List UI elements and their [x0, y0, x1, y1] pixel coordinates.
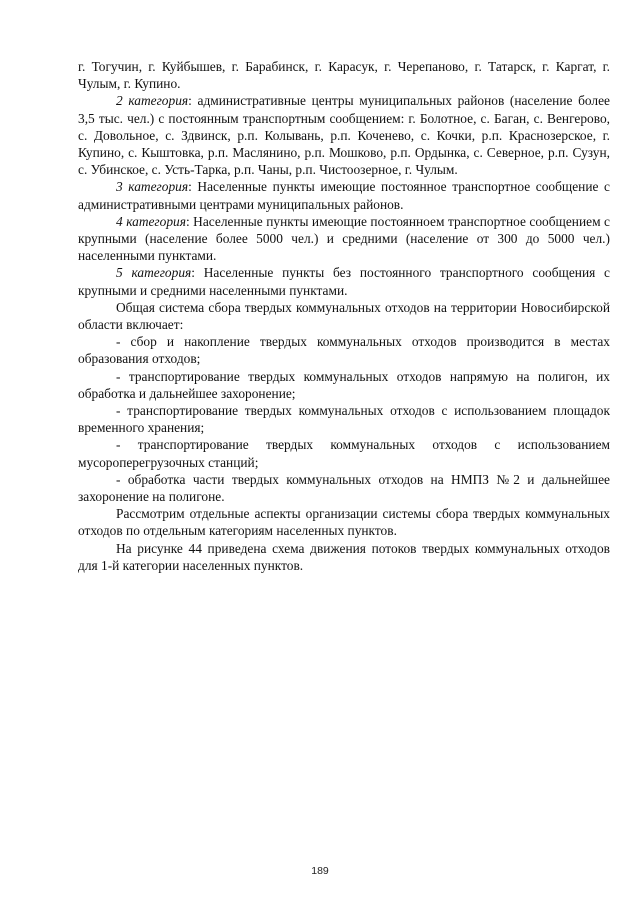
- list-item: [78, 368, 610, 402]
- list-item-text: - транспортирование твердых коммунальных отходов напрямую на полигон, их обработка и дальнейшее захоронение;: [78, 368, 610, 401]
- paragraph-text: г. Тогучин, г. Куйбышев, г. Барабинск, г. Карасук, г. Черепаново, г. Татарск, г. Каргат, г. Чулым, г. Купино.: [78, 59, 610, 92]
- paragraph-category-5: [78, 264, 610, 298]
- paragraph-text: Общая система сбора твердых коммунальных отходов на территории Новосибирской области включает:: [78, 299, 610, 333]
- list-item-text: - транспортирование твердых коммунальных отходов с использованием площадок временного хранения;: [78, 403, 610, 436]
- paragraph-category-3: [78, 178, 610, 212]
- paragraph-text: : Населенные пункты без постоянного транспортного сообщения с крупными и средними населенными пунктами.: [78, 265, 610, 298]
- list-item-text: - обработка части твердых коммунальных отходов на НМПЗ №2 и дальнейшее захоронение на полигоне.: [78, 471, 610, 505]
- paragraph-text: : Населенные пункты имеющие постоянноем транспортное сообщением с крупными (население более 5000 чел.) и средними (население от 300 до 5000 чел.) населенными пунктами.: [78, 213, 610, 264]
- category-label: 2 категория: [116, 93, 189, 109]
- list-item-text: - сбор и накопление твердых коммунальных отходов производится в местах образования отходов;: [78, 334, 610, 367]
- paragraph-text: Рассмотрим отдельные аспекты организации системы сбора твердых коммунальных отходов по отдельным категориям населенных пунктов.: [78, 506, 610, 539]
- paragraph-text: : административные центры муниципальных районов (население более 3,5 тыс. чел.) с постоянным транспортным сообщением: г. Болотное, с. Баган, с. Венгерово, с. Довольное, с. Здвинск, р.п. Колывань, р.п. Коченево, с. Кочки, р.п. Краснозерское, г. Купино, с. Кыштовка, р.п. Маслянино, р.п. Мошково, р.п. Ордынка, с. Северное, р.п. Сузун, с. Убинское, с. Усть-Тарка, р.п. Чаны, р.п. Чистоозерное, г. Чулым.: [78, 93, 610, 178]
- paragraph-category-2: [78, 92, 610, 178]
- paragraph-text: На рисунке 44 приведена схема движения потоков твердых коммунальных отходов для 1-й категории населенных пунктов.: [78, 540, 610, 573]
- paragraph-text: : Населенные пункты имеющие постоянное транспортное сообщение с административными центрами муниципальных районов.: [78, 179, 610, 212]
- list-item: [78, 471, 610, 505]
- paragraph-figure-reference: [78, 540, 610, 574]
- category-label: 3 категория: [116, 179, 189, 195]
- list-item: [78, 402, 610, 436]
- list-item-text: - транспортирование твердых коммунальных отходов с использованием мусороперегрузочных станций;: [78, 437, 610, 470]
- list-item: [78, 436, 610, 470]
- paragraph-system-intro: [78, 299, 610, 333]
- paragraph-category-1-cities: [78, 58, 610, 92]
- document-body: [78, 58, 610, 574]
- paragraph-aspects: [78, 505, 610, 539]
- paragraph-category-4: [78, 213, 610, 265]
- category-label: 5 категория: [116, 265, 192, 281]
- category-label: 4 категория: [116, 213, 186, 229]
- list-item: [78, 333, 610, 367]
- page-number: 189: [311, 865, 329, 877]
